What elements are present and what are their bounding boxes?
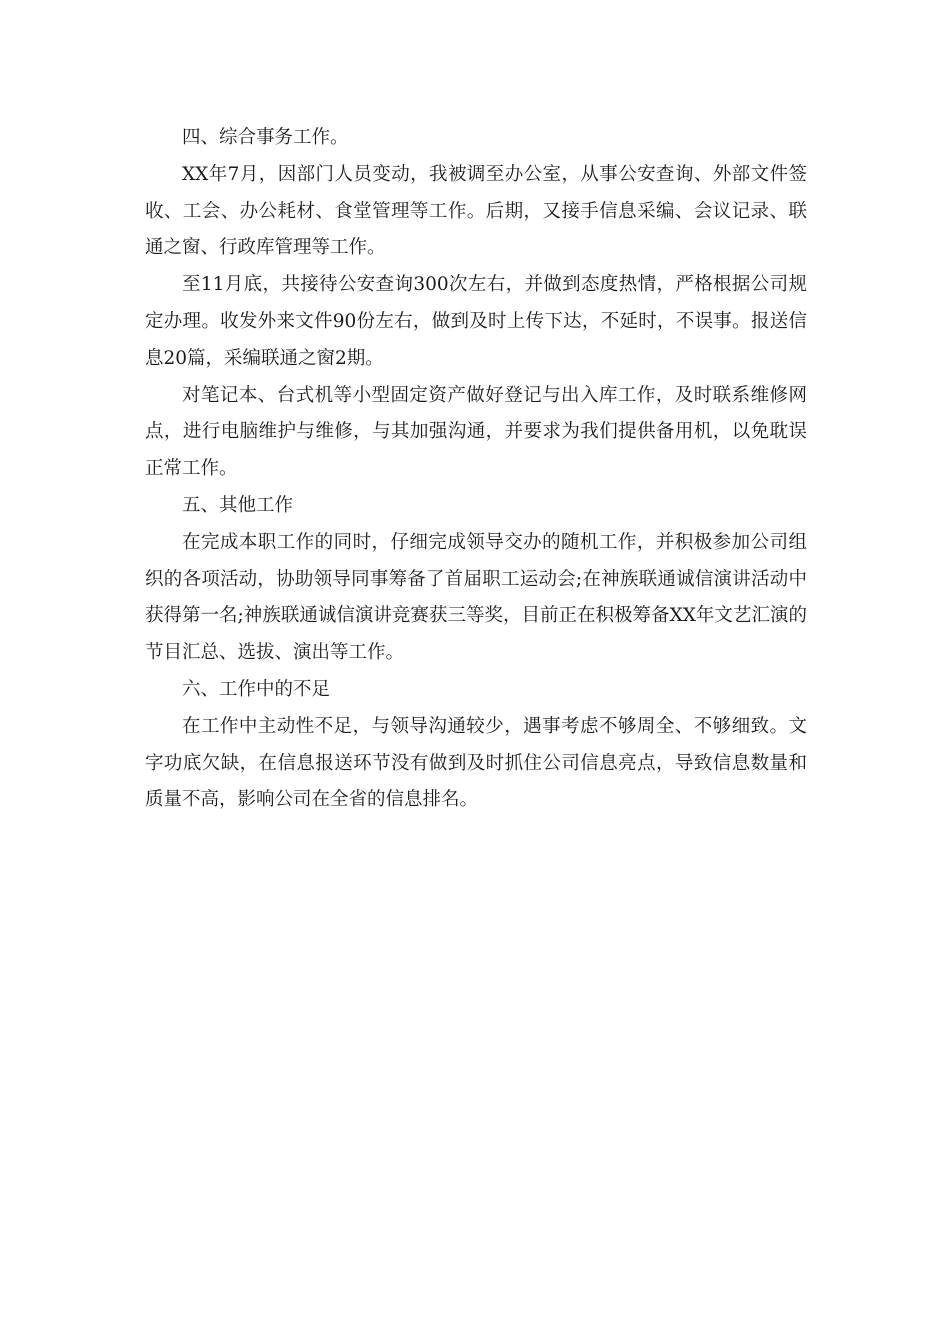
section-heading-other-work: 五、其他工作 — [182, 494, 294, 516]
paragraph-other-activities: 在完成本职工作的同时，仔细完成领导交办的随机工作，并积极参加公司组织的各项活动，协助领导同事筹备了首届职工运动会;在神族联通诚信演讲活动中获得第一名;神族联通诚信演讲竞赛获三等奖，目前正在积极筹备XX年文艺汇演的节目汇总、选拔、演出等工作。 — [145, 531, 807, 664]
document-body — [145, 120, 807, 819]
section-heading-general-affairs: 四、综合事务工作。 — [182, 127, 349, 148]
paragraph-job-transfer: XX年7月，因部门人员变动，我被调至办公室，从事公安查询、外部文件签收、工会、办公耗材、食堂管理等工作。后期，又接手信息采编、会议记录、联通之窗、行政库管理等工作。 — [145, 163, 807, 259]
paragraph-asset-management: 对笔记本、台式机等小型固定资产做好登记与出入库工作，及时联系维修网点，进行电脑维护与维修，与其加强沟通，并要求为我们提供备用机，以免耽误正常工作。 — [145, 384, 807, 480]
paragraph-shortcomings: 在工作中主动性不足，与领导沟通较少，遇事考虑不够周全、不够细致。文字功底欠缺，在信息报送环节没有做到及时抓住公司信息亮点，导致信息数量和质量不高，影响公司在全省的信息排名。 — [145, 715, 807, 811]
section-heading-shortcomings: 六、工作中的不足 — [182, 678, 331, 700]
paragraph-work-statistics: 至11月底，共接待公安查询300次左右，并做到态度热情，严格根据公司规定办理。收发外来文件90份左右，做到及时上传下达，不延时，不误事。报送信息20篇，采编联通之窗2期。 — [145, 274, 807, 369]
